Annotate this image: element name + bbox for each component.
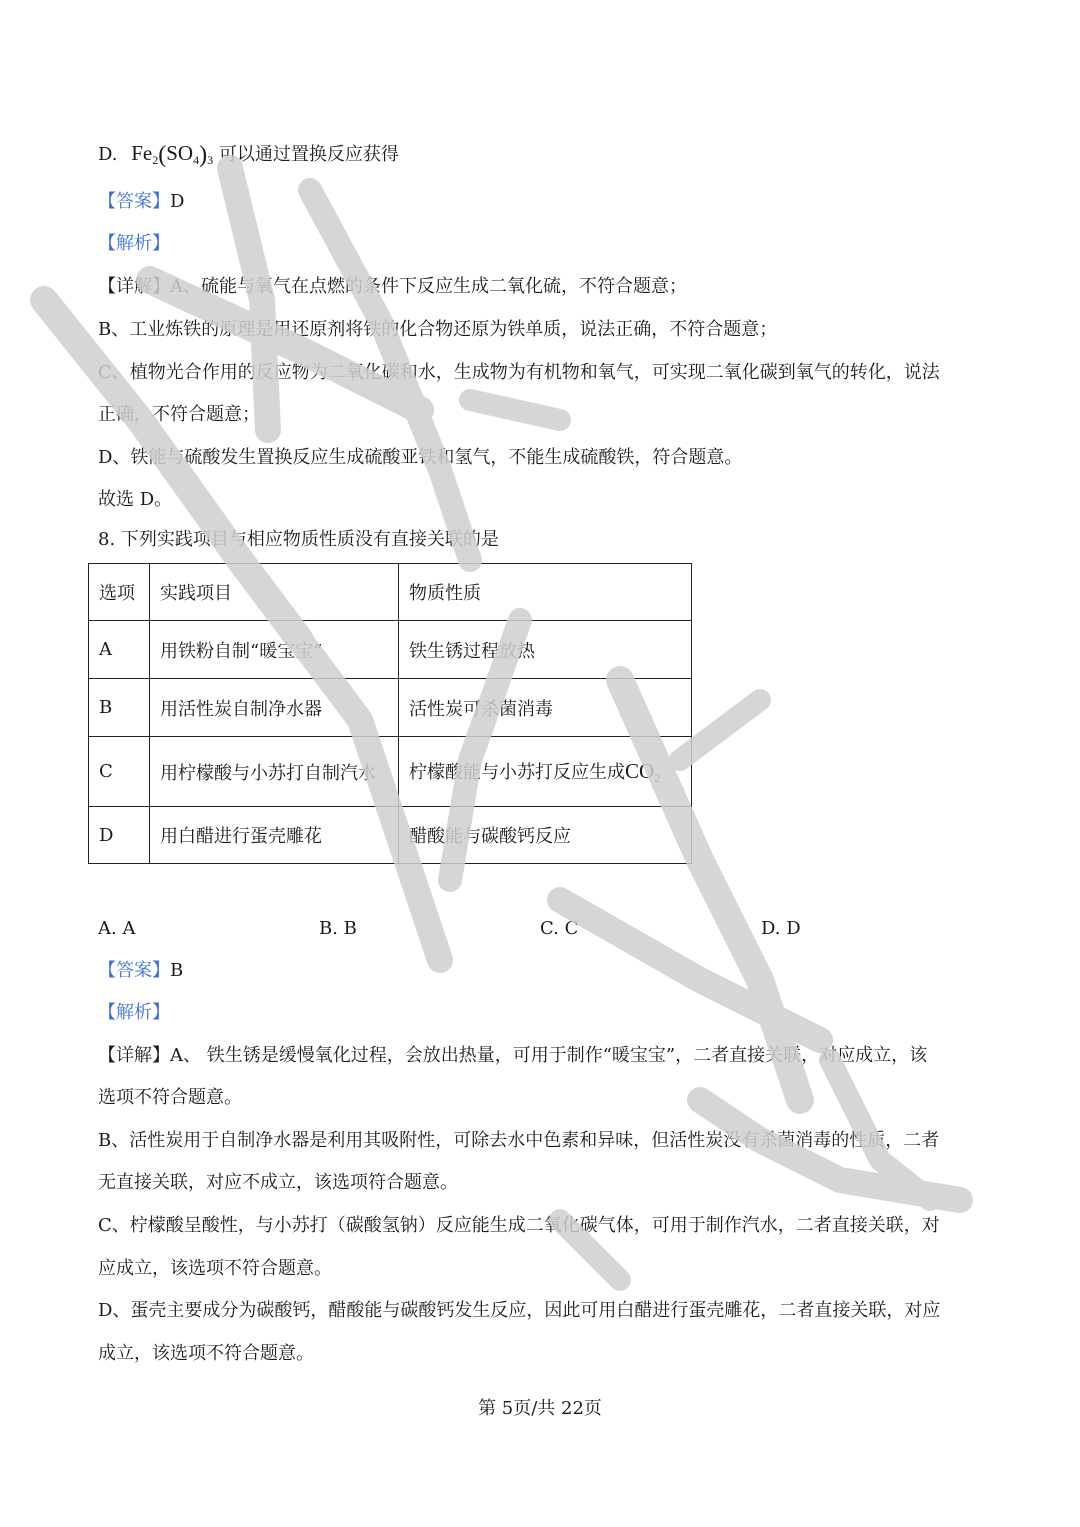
answer-tag: 【答案】 [98, 960, 170, 981]
formula-part: Fe [131, 141, 153, 165]
cell-text: 柠檬酸能与小苏打反应生成 [409, 761, 625, 783]
q8-detail-b-1: B、活性炭用于自制净水器是利用其吸附性，可除去水中色素和异味，但活性炭没有杀菌消毒的性质，二者 [98, 1130, 940, 1151]
table-row [89, 737, 692, 807]
table-cell: 用白醋进行蛋壳雕花 [150, 807, 399, 864]
table-row [89, 679, 692, 737]
q7-answer [98, 190, 984, 214]
formula-subscript: 4 [193, 153, 200, 167]
page-footer: 第 5页/共 22页 [478, 1398, 602, 1419]
choice-b: B. B [319, 918, 357, 939]
option-label: D. [98, 144, 118, 165]
table-cell: 铁生锈过程放热 [399, 621, 692, 679]
table-cell: 用柠檬酸与小苏打自制汽水 [150, 737, 399, 807]
choice-a: A. A [98, 918, 136, 939]
answer-value: B [170, 960, 184, 981]
formula-subscript: 2 [152, 153, 159, 167]
q7-detail-line-1 [98, 275, 984, 299]
q8-detail-a-2: 选项不符合题意。 [98, 1087, 242, 1108]
q8-detail-a-1 [98, 1044, 984, 1068]
answer-value: D [170, 191, 185, 212]
q8-table [88, 563, 692, 864]
choice-c: C. C [540, 918, 579, 939]
q7-detail-line-4: 正确，不符合题意； [98, 404, 260, 425]
formula-subscript: 2 [654, 770, 661, 785]
q7-analysis-tag [98, 232, 984, 256]
table-header-row [89, 564, 692, 621]
q8-stem: 8. 下列实践项目与相应物质性质没有直接关联的是 [98, 529, 499, 550]
q8-detail-b-2: 无直接关联，对应不成立，该选项符合题意。 [98, 1172, 458, 1193]
formula-paren: ) [199, 142, 208, 168]
detail-tag: 【详解】 [98, 276, 170, 297]
q7-detail-line-3: C、植物光合作用的反应物为二氧化碳和水，生成物为有机物和氧气，可实现二氧化碳到氧气的转化，说法 [98, 362, 940, 383]
formula-fe2so43 [131, 141, 214, 168]
q8-detail-c-1: C、柠檬酸呈酸性，与小苏打（碳酸氢钠）反应能生成二氧化碳气体，可用于制作汽水，二者直接关联，对 [98, 1215, 940, 1236]
table-cell: B [89, 679, 150, 737]
q8-detail-c-2: 应成立，该选项不符合题意。 [98, 1258, 332, 1279]
q8-detail-d-2: 成立，该选项不符合题意。 [98, 1343, 314, 1364]
table-cell [399, 737, 692, 807]
detail-tag: 【详解】 [98, 1045, 170, 1066]
table-cell: 活性炭可杀菌消毒 [399, 679, 692, 737]
detail-text: A、 铁生锈是缓慢氧化过程，会放出热量，可用于制作“暖宝宝”，二者直接关联，对应成立，该 [170, 1045, 928, 1066]
table-row [89, 621, 692, 679]
header-cell: 物质性质 [399, 564, 692, 621]
answer-tag: 【答案】 [98, 191, 170, 212]
analysis-tag: 【解析】 [98, 233, 170, 254]
q8-choices [98, 917, 984, 941]
header-cell: 实践项目 [150, 564, 399, 621]
choice-d: D. D [761, 918, 801, 939]
q7-detail-line-5: D、铁能与硫酸发生置换反应生成硫酸亚铁和氢气，不能生成硫酸铁，符合题意。 [98, 447, 743, 468]
formula-paren: ( [158, 142, 167, 168]
formula-subscript: 3 [207, 153, 214, 167]
table-cell: C [89, 737, 150, 807]
table-cell: 用活性炭自制净水器 [150, 679, 399, 737]
q8-detail-d-1: D、蛋壳主要成分为碳酸钙，醋酸能与碳酸钙发生反应，因此可用白醋进行蛋壳雕花，二者直接关联，对应 [98, 1300, 941, 1321]
q8-analysis-tag [98, 1001, 984, 1025]
formula-part: CO [625, 758, 655, 783]
detail-text: A、硫能与氧气在点燃的条件下反应生成二氧化硫，不符合题意； [170, 276, 687, 297]
table-cell: 醋酸能与碳酸钙反应 [399, 807, 692, 864]
q7-conclusion: 故选 D。 [98, 489, 173, 510]
q8-answer [98, 959, 984, 983]
formula-co2 [625, 759, 660, 783]
table-row [89, 807, 692, 864]
option-text: 可以通过置换反应获得 [218, 144, 399, 165]
table-cell: A [89, 621, 150, 679]
formula-part: SO [166, 141, 194, 165]
q7-detail-line-2: B、工业炼铁的原理是用还原剂将铁的化合物还原为铁单质，说法正确，不符合题意； [98, 319, 778, 340]
analysis-tag: 【解析】 [98, 1002, 170, 1023]
q7-option-d [98, 141, 984, 172]
table-cell: 用铁粉自制“暖宝宝” [150, 621, 399, 679]
header-cell: 选项 [89, 564, 150, 621]
table-cell: D [89, 807, 150, 864]
